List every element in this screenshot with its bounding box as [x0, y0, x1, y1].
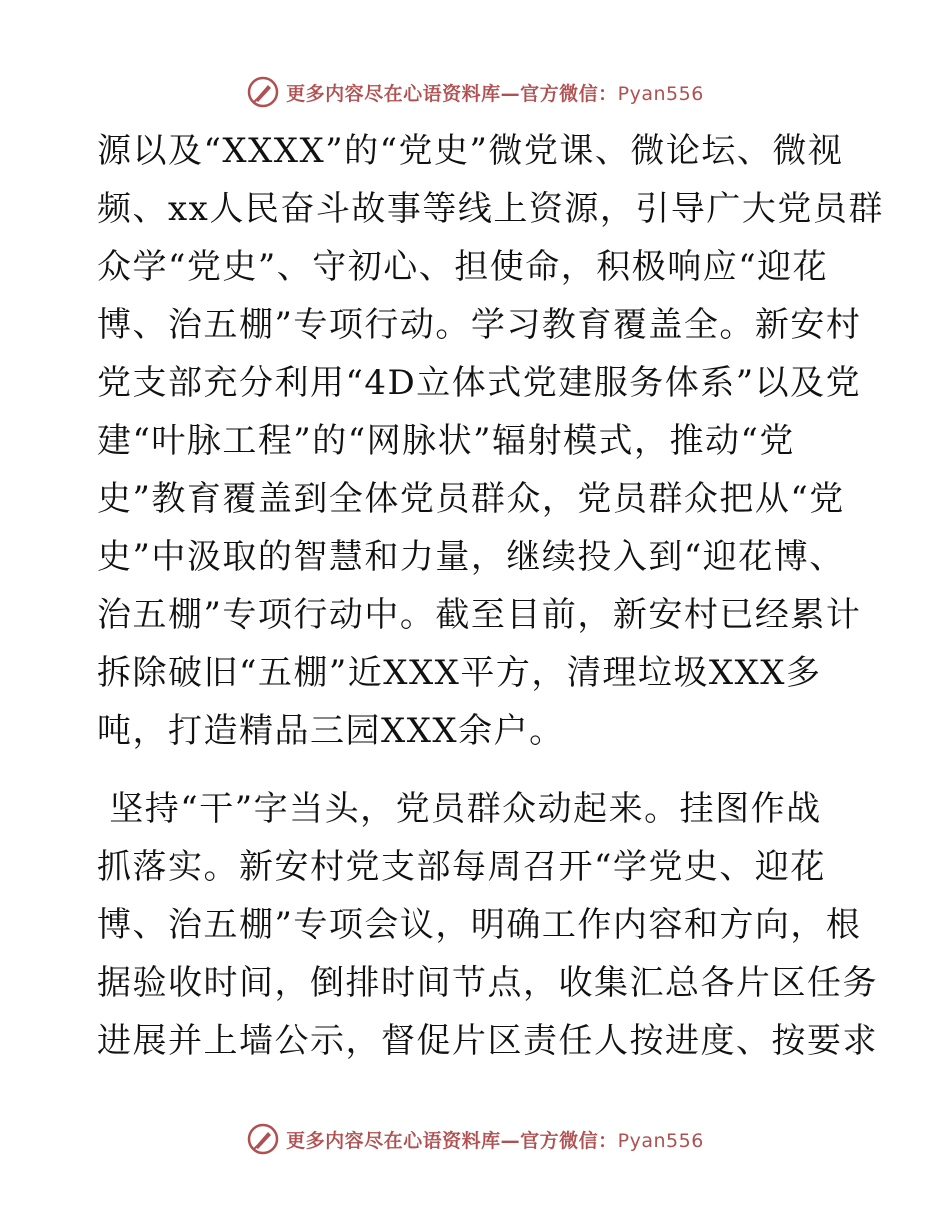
text-line: 博、治五棚”专项行动。学习教育覆盖全。新安村	[97, 305, 862, 345]
quill-logo-icon	[246, 75, 280, 109]
quill-logo-icon	[246, 1122, 280, 1156]
text-line: 建“叶脉工程”的“网脉状”辐射模式，推动“党	[97, 421, 795, 461]
text-line: 坚持“干”字当头，党员群众动起来。挂图作战	[97, 789, 822, 829]
paragraph	[97, 780, 878, 1070]
watermark-id: Pyan556	[617, 82, 704, 105]
text-line: 众学“党史”、守初心、担使命，积极响应“迎花	[97, 247, 829, 287]
text-line: 源以及“XXXX”的“党史”微党课、微论坛、微视	[97, 131, 844, 171]
watermark-text: 更多内容尽在心语资料库—官方微信：Pyan556	[286, 1129, 704, 1152]
text-line: 抓落实。新安村党支部每周召开“学党史、迎花	[97, 847, 826, 887]
text-line: 史”教育覆盖到全体党员群众，党员群众把从“党	[97, 479, 845, 519]
text-line: 吨，打造精品三园XXX余户。	[97, 711, 565, 751]
watermark-text: 更多内容尽在心语资料库—官方微信：Pyan556	[286, 82, 704, 105]
text-line: 史”中汲取的智慧和力量，继续投入到“迎花博、	[97, 537, 845, 577]
text-line: 拆除破旧“五棚”近XXX平方，清理垃圾XXX多	[97, 653, 822, 693]
paragraph-gap	[97, 760, 867, 780]
text-line: 治五棚”专项行动中。截至目前，新安村已经累计	[97, 595, 862, 635]
header-watermark	[0, 72, 950, 112]
text-line: 据验收时间，倒排时间节点，收集汇总各片区任务	[97, 963, 878, 1003]
paragraph	[97, 122, 884, 760]
watermark-id: Pyan556	[617, 1129, 704, 1152]
text-line: 频、xx人民奋斗故事等线上资源，引导广大党员群	[97, 189, 884, 229]
document-body	[97, 122, 884, 1070]
footer-watermark	[0, 1119, 950, 1159]
text-line: 进展并上墙公示，督促片区责任人按进度、按要求	[97, 1021, 878, 1061]
text-line: 党支部充分利用“4D立体式党建服务体系”以及党	[97, 363, 862, 403]
text-line: 博、治五棚”专项会议，明确工作内容和方向，根	[97, 905, 862, 945]
